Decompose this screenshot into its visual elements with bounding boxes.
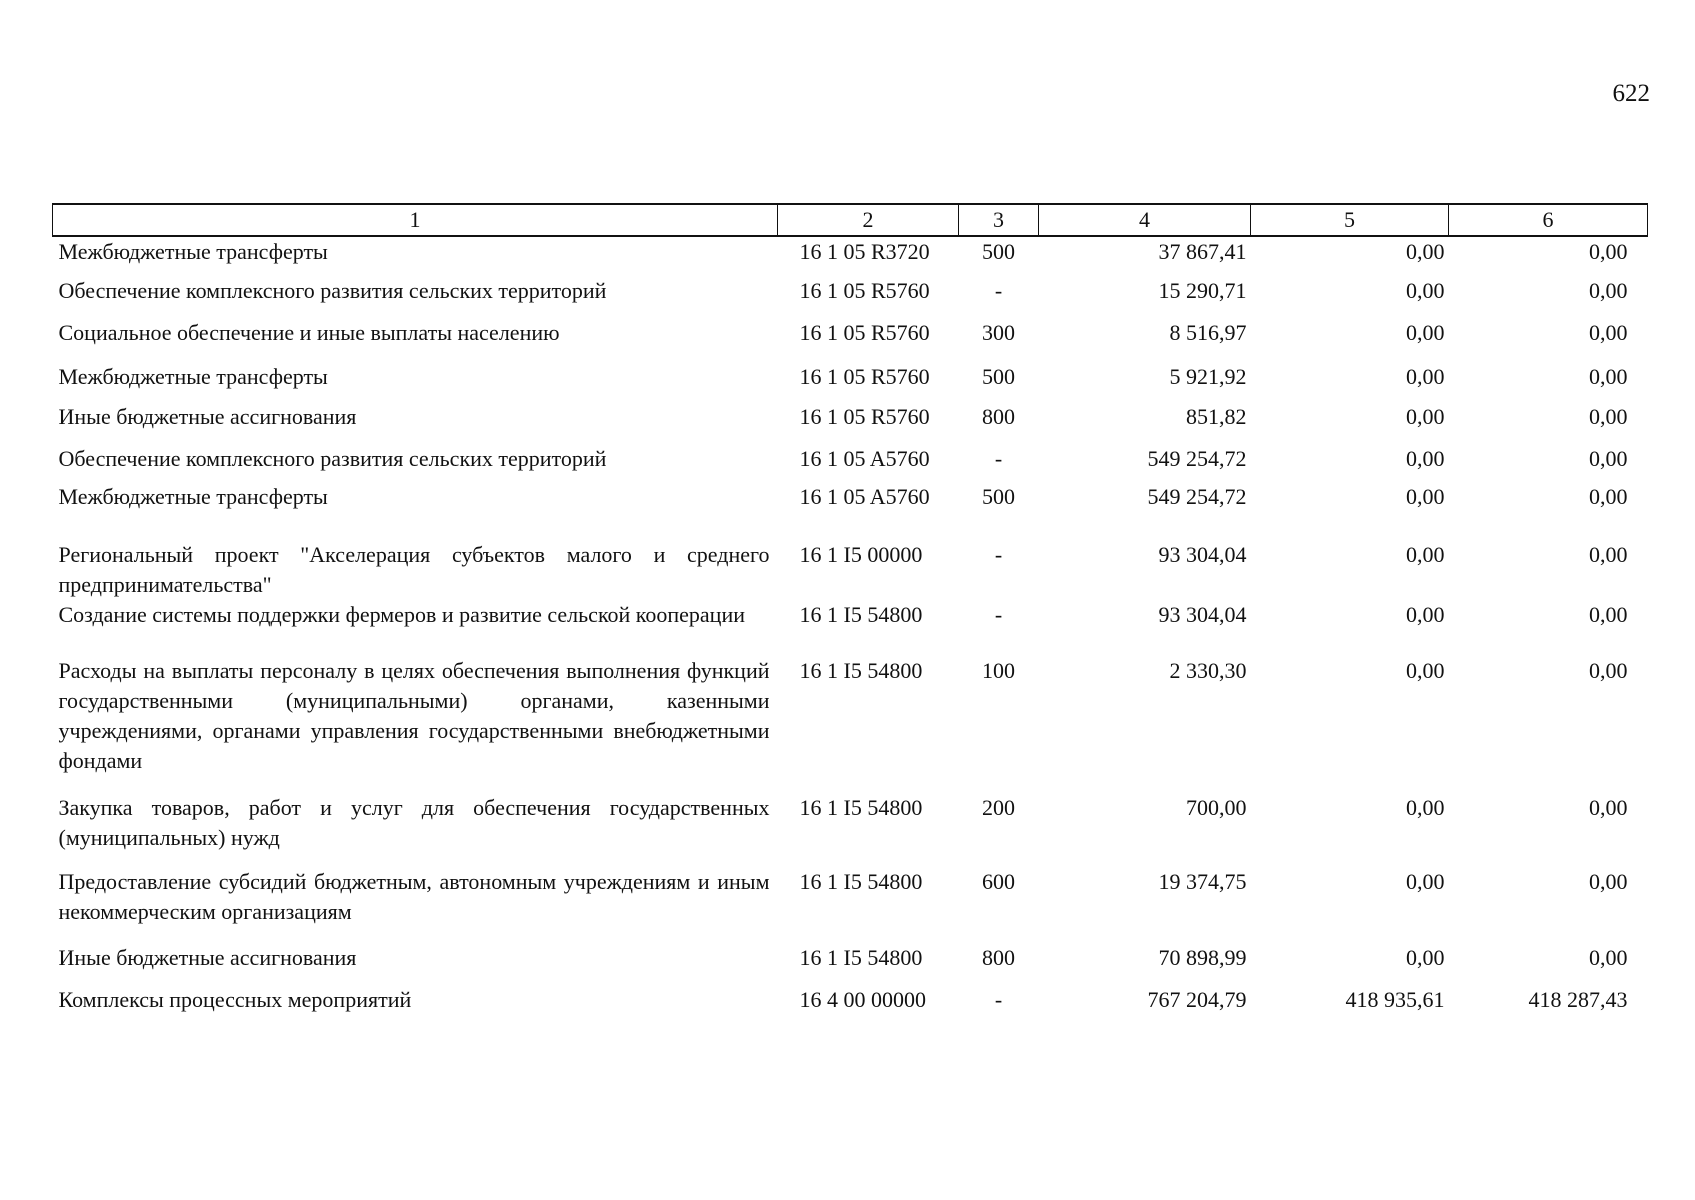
- row-name: Межбюджетные трансферты: [58, 239, 328, 264]
- page-number: 622: [1612, 80, 1650, 107]
- row-value-col4: 2 330,30: [1169, 658, 1247, 683]
- row-value-col5: 0,00: [1406, 278, 1445, 303]
- row-value-col4: 5 921,92: [1169, 364, 1247, 389]
- row-name: Иные бюджетные ассигнования: [58, 945, 357, 970]
- row-value-col6: 0,00: [1589, 658, 1628, 683]
- row-value-col6: 0,00: [1589, 320, 1628, 345]
- row-vr-code: 600: [982, 869, 1015, 894]
- header-col-6: 6: [1449, 204, 1648, 236]
- table-row: [53, 600, 1648, 656]
- row-value-col6: 0,00: [1589, 484, 1628, 509]
- row-value-col5: 0,00: [1406, 446, 1445, 471]
- row-name: Предоставление субсидий бюджетным, автономным учреждениям и иным некоммерческим организациям: [58, 869, 770, 924]
- table-row: [53, 867, 1648, 943]
- table-body: [53, 236, 1648, 1025]
- budget-table-container: [52, 203, 1647, 1025]
- row-vr-code: 800: [982, 404, 1015, 429]
- row-name: Создание системы поддержки фермеров и развитие сельской кооперации: [58, 602, 745, 627]
- row-value-col4: 37 867,41: [1158, 239, 1247, 264]
- row-value-col5: 0,00: [1406, 658, 1445, 683]
- row-vr-code: 500: [982, 239, 1015, 264]
- row-vr-code: -: [994, 602, 1003, 627]
- row-code: 16 1 I5 54800: [799, 658, 923, 683]
- row-code: 16 1 05 R5760: [799, 320, 930, 345]
- table-row: [53, 793, 1648, 867]
- table-row: [53, 402, 1648, 444]
- row-code: 16 1 05 R3720: [799, 239, 930, 264]
- row-vr-code: -: [994, 446, 1003, 471]
- row-name: Межбюджетные трансферты: [58, 364, 328, 389]
- row-code: 16 1 I5 00000: [799, 542, 923, 567]
- row-value-col6: 0,00: [1589, 404, 1628, 429]
- row-vr-code: -: [994, 987, 1003, 1012]
- table-row: [53, 362, 1648, 402]
- row-value-col5: 0,00: [1406, 239, 1445, 264]
- row-value-col6: 0,00: [1589, 869, 1628, 894]
- row-name: Обеспечение комплексного развития сельских территорий: [58, 278, 607, 303]
- row-value-col4: 851,82: [1186, 404, 1247, 429]
- row-vr-code: 200: [982, 795, 1015, 820]
- table-row: [53, 985, 1648, 1025]
- row-name: Межбюджетные трансферты: [58, 484, 328, 509]
- row-code: 16 1 I5 54800: [799, 795, 923, 820]
- row-vr-code: 300: [982, 320, 1015, 345]
- row-vr-code: -: [994, 278, 1003, 303]
- row-name: Комплексы процессных мероприятий: [58, 987, 412, 1012]
- table-row: [53, 276, 1648, 318]
- row-value-col6: 0,00: [1589, 278, 1628, 303]
- row-value-col4: 8 516,97: [1169, 320, 1247, 345]
- row-value-col6: 0,00: [1589, 602, 1628, 627]
- table-row: [53, 656, 1648, 793]
- row-value-col4: 767 204,79: [1147, 987, 1247, 1012]
- row-value-col5: 0,00: [1406, 869, 1445, 894]
- row-value-col4: 549 254,72: [1147, 484, 1247, 509]
- row-code: 16 1 I5 54800: [799, 602, 923, 627]
- row-value-col5: 418 935,61: [1345, 987, 1445, 1012]
- table-row: [53, 943, 1648, 985]
- header-col-4: 4: [1039, 204, 1251, 236]
- row-code: 16 1 05 R5760: [799, 404, 930, 429]
- row-value-col6: 0,00: [1589, 446, 1628, 471]
- row-value-col5: 0,00: [1406, 795, 1445, 820]
- row-vr-code: 500: [982, 484, 1015, 509]
- row-value-col4: 93 304,04: [1158, 602, 1247, 627]
- row-vr-code: 500: [982, 364, 1015, 389]
- row-value-col4: 700,00: [1186, 795, 1247, 820]
- row-value-col6: 0,00: [1589, 542, 1628, 567]
- row-value-col4: 549 254,72: [1147, 446, 1247, 471]
- row-value-col5: 0,00: [1406, 945, 1445, 970]
- row-code: 16 1 05 A5760: [799, 484, 930, 509]
- row-name: Расходы на выплаты персоналу в целях обеспечения выполнения функций государственными (муниципальными) органами, казенными учреждениями, органами управления государственными внебюджетными фондами: [58, 658, 770, 773]
- table-row: [53, 318, 1648, 362]
- row-value-col4: 19 374,75: [1158, 869, 1247, 894]
- row-vr-code: 100: [982, 658, 1015, 683]
- row-name: Социальное обеспечение и иные выплаты населению: [58, 320, 560, 345]
- row-value-col6: 0,00: [1589, 239, 1628, 264]
- row-value-col6: 0,00: [1589, 364, 1628, 389]
- row-value-col6: 0,00: [1589, 795, 1628, 820]
- row-value-col5: 0,00: [1406, 404, 1445, 429]
- header-row: [53, 204, 1648, 236]
- row-code: 16 1 05 R5760: [799, 278, 930, 303]
- row-code: 16 1 I5 54800: [799, 945, 923, 970]
- row-value-col6: 418 287,43: [1528, 987, 1628, 1012]
- row-name: Региональный проект "Акселерация субъектов малого и среднего предпринимательства": [58, 542, 770, 597]
- row-code: 16 1 05 R5760: [799, 364, 930, 389]
- row-value-col6: 0,00: [1589, 945, 1628, 970]
- row-value-col5: 0,00: [1406, 484, 1445, 509]
- table-row: [53, 540, 1648, 600]
- row-vr-code: 800: [982, 945, 1015, 970]
- row-value-col4: 93 304,04: [1158, 542, 1247, 567]
- row-name: Иные бюджетные ассигнования: [58, 404, 357, 429]
- row-value-col5: 0,00: [1406, 602, 1445, 627]
- row-value-col4: 70 898,99: [1158, 945, 1247, 970]
- table-header: [53, 204, 1648, 236]
- header-col-3: 3: [959, 204, 1039, 236]
- header-col-1: 1: [53, 204, 778, 236]
- table-row: [53, 482, 1648, 540]
- budget-table: [52, 203, 1648, 1025]
- row-value-col5: 0,00: [1406, 542, 1445, 567]
- table-row: [53, 236, 1648, 276]
- row-value-col5: 0,00: [1406, 320, 1445, 345]
- row-name: Обеспечение комплексного развития сельских территорий: [58, 446, 607, 471]
- row-code: 16 4 00 00000: [799, 987, 926, 1012]
- row-vr-code: -: [994, 542, 1003, 567]
- row-name: Закупка товаров, работ и услуг для обеспечения государственных (муниципальных) нужд: [58, 795, 770, 850]
- row-code: 16 1 I5 54800: [799, 869, 923, 894]
- header-col-5: 5: [1251, 204, 1449, 236]
- table-row: [53, 444, 1648, 482]
- row-value-col5: 0,00: [1406, 364, 1445, 389]
- header-col-2: 2: [778, 204, 959, 236]
- row-code: 16 1 05 A5760: [799, 446, 930, 471]
- row-value-col4: 15 290,71: [1158, 278, 1247, 303]
